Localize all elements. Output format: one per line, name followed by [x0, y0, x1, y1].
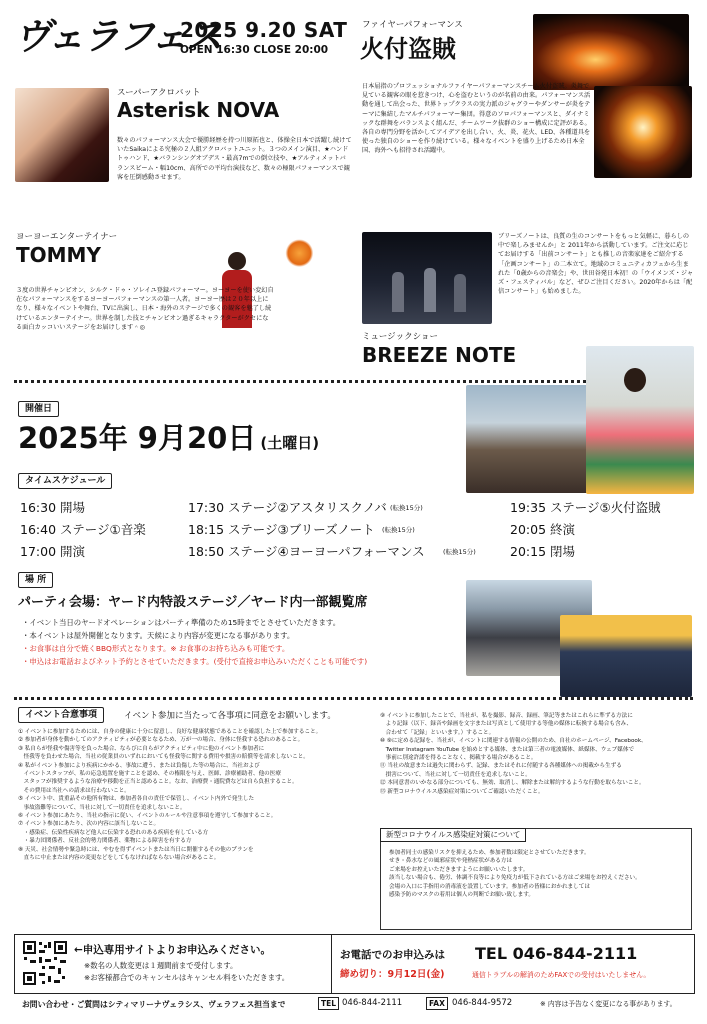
section-divider-2 [14, 697, 693, 700]
agreement-item: その費用は当社への請求は行わないこと。 [18, 787, 130, 794]
asterisk-tagline: スーパーアクロバット [117, 88, 201, 98]
breeze-name: BREEZE NOTE [362, 343, 517, 367]
event-note: ・お食事は自分で焼くBBQ形式となります。※ お食事のお持ち込みも可能です。 [22, 644, 290, 653]
deadline-text: 締め切り：9月12日(金) [340, 969, 445, 980]
agreement-item: ・感染症、伝染性疾病など他人に伝染する恐れのある疾病を有している方 [18, 829, 209, 836]
fire-tagline: ファイヤーパフォーマンス [362, 20, 463, 30]
agreement-item: ⑩ ⑨に定める記録を、当社が、イベントに関連する情報の公開のため、自社のホームページ、Facebook、 [380, 738, 647, 745]
agreement-item: ⑥ イベント参加にあたり、当社の指示に従い、イベントのルールや注意事項を遵守して参加すること。 [18, 813, 277, 820]
agreement-item: ② 参加者が身体を動かしてのアクティビティが必要となるため、万が一の場合、身体に怪我する恐れのあること。 [18, 737, 304, 744]
agreement-intro: イベント参加に当たって各事項に同意をお願いします。 [124, 711, 336, 721]
agreement-item: より記録（以下、録音や録画を文字または写真として使用する等他の媒体に転換する場合も含み、 [380, 721, 633, 728]
event-day-text: (土曜日) [260, 434, 320, 452]
schedule-note: (転換15分) [382, 526, 415, 534]
agreement-item: 事前に別途許諾を得ることなく、掲載する場合があること。 [380, 755, 537, 762]
asterisk-photo [15, 88, 109, 182]
phone-label: お電話でのお申込みは [340, 949, 445, 961]
tel-number[interactable]: 046-844-2111 [342, 998, 403, 1008]
qr-code[interactable] [22, 940, 68, 986]
agreement-item: ⑧ 天災、社会情勢や緊急時には、やむを得ずイベントまたは当日に開催するその他のプランを [18, 846, 254, 853]
agreement-item: 事故盗難等について、当社に対して一切責任を追求しないこと。 [18, 804, 186, 811]
schedule-item: 18:15 ステージ③ブリーズノート [188, 522, 375, 537]
covid-item: せき・鼻水などの風邪症状や発熱症状がある方は [389, 858, 513, 865]
schedule-note: (転換15分) [443, 548, 476, 556]
fax-number: 046-844-9572 [452, 998, 513, 1008]
covid-title: 新型コロナウイルス感染症対策について [380, 828, 526, 842]
event-date-text: 2025年 9月20日 [18, 421, 257, 455]
agreement-tag: イベント合意事項 [18, 707, 104, 723]
agreement-item: ⑨ イベントに参加したことで、当社が、私を撮影、録音、録画、筆記等またはこれらに準ずる方法に [380, 713, 633, 719]
fire-photo-2 [594, 86, 692, 178]
agreement-item: イベントスタッフが、私の応急処置を施すことを認め、その権限を与え、医師、診療補助者、他の医療 [18, 771, 281, 778]
agreement-item: ③ 私自らが怪我や傷害等を負った場合、ならびに自らがアクティビティ中に他のイベント参加者に [18, 745, 265, 752]
agreement-item: ⑫ 本同意書のいかなる部分についても、無効、取消し、解除または解約するような行動を取らないこと。 [380, 780, 645, 787]
schedule-item: 19:35 ステージ⑤火付盗賊 [510, 500, 661, 515]
breeze-tagline: ミュージックショー [362, 332, 438, 342]
web-apply-note-2: ※お客様都合でのキャンセルはキャンセル料をいただきます。 [84, 973, 290, 982]
deadline-note: 通信トラブルの解消のためFAXでの受付はいたしません。 [472, 971, 651, 979]
schedule-item: 18:50 ステージ④ヨーヨーパフォーマンス [188, 544, 425, 559]
agreement-item: 合わせて「記録」といいます。）すること。 [380, 729, 495, 736]
web-apply-title[interactable]: ←申込専用サイトよりお申込みください。 [74, 944, 272, 956]
fire-photo-1 [533, 14, 689, 90]
agreement-item: ⑦ イベント参加にあたり、次の内容に該当しないこと。 [18, 821, 160, 828]
agreement-item: ⑤ イベント中、貴重品その他所有物は、参加者各自の責任で保管し、イベント内外で発生した [18, 796, 255, 803]
agreement-item: ⑬ 新型コロナウイルス感染症対策についてご確認いただくこと。 [380, 788, 544, 795]
schedule-item: 20:05 終演 [510, 522, 575, 537]
divider-line [331, 935, 332, 993]
tommy-tagline: ヨーヨーエンターテイナー [16, 232, 118, 242]
breeze-description: ブリーズノートは、良質の生のコンサートをもっと気軽に、暮らしの中で楽しみませんか」と 2011年から活動しています。ご注文に応じてお届けする「出前コンサート」とも推しの音楽家達をご紹介する「企画コンサート」の二本立て。地域のコミュニティカフェから生まれた「0歳からの音楽会」や、世田谷発日本初！の「ウイメンズ・ジャズ・フェスティバル」など、ぜひご注目ください。2020年からは「配信コンサート」も始めました。 [498, 233, 694, 296]
schedule-item: 17:30 ステージ②アスタリスクノバ [188, 500, 387, 515]
agreement-item: Twitter Instagram YouTube を始めとする媒体、または第三者の電波媒体、紙媒体、ウェブ媒体で [380, 746, 635, 753]
festival-logo: ヴェラフェス [14, 14, 221, 58]
asterisk-name: Asterisk NOVA [117, 98, 280, 122]
change-notice: ※ 内容は予告なく変更になる事があります。 [540, 1000, 677, 1008]
covid-body [389, 849, 685, 899]
fax-label: FAX [426, 997, 448, 1010]
schedule-note: (転換15分) [390, 504, 423, 512]
event-hours-header: OPEN 16:30 CLOSE 20:00 [180, 44, 329, 56]
agreement-right-column [380, 712, 692, 796]
tommy-name: TOMMY [16, 243, 101, 267]
tel-label: TEL [318, 997, 339, 1010]
covid-box [380, 828, 692, 930]
fire-name: 火付盗賊 [360, 35, 456, 63]
asterisk-description: 数々のパフォーマンス大会で優勝経歴を持つ川原拓也と、体操全日本で活躍し続けていたSaikaによる究極の２人組アクロバットユニット。３つのメイン演目、★ハンドトゥハンド、★バランシングオブデス・最高7mでの倒立技や、★アルティメットバランスビーム・幅10cm、高所での平均台演技など、数々の極限パフォーマンスで観客を圧倒感動させます。 [117, 137, 352, 181]
agreement-left-column [18, 728, 370, 863]
covid-item: 感染予防のマスクの着用は個人の判断でお願い致します。 [389, 892, 534, 899]
schedule-item: 17:00 開演 [20, 544, 85, 559]
agreement-item: スタッフが推奨するような治療や移動を正当と認めること。なお、治療費・通院費などは自ら負担すること。 [18, 779, 298, 786]
agreement-item: ・暴力団関係者、反社会的勢力関係者、薬物による障害を有する方 [18, 838, 192, 845]
venue-text: パーティ会場：ヤード内特設ステージ／ヤード内一部観覧席 [18, 595, 368, 610]
event-notes [22, 616, 462, 668]
schedule-item: 16:30 開場 [20, 500, 85, 515]
event-note: ・申込はお電話およびネット予約とさせていただきます。(受付で直接お申込みいただくことも可能です) [22, 657, 368, 666]
place-tag: 場 所 [18, 572, 53, 588]
covid-item: ご来場をお控えいただきますようにお願いいたします。 [389, 866, 529, 873]
tommy-description: ３度の世界チャンピオン、シルク・ドゥ・ソレイユ登録パフォーマー。ヨーヨーを使い変幻自在なパフォーマンスをするヨーヨーパフォーマンスの第一人者。ヨーヨー歴は２０年以上になり、様々なイベントや舞台、TVに出演し、日本・海外のステージで多くの観客を魅了し続けているエンターテイナー。世界を制した技とチャンピオン過ぎるキャラクターがクセになる面白カッコいいステージをお届けします＾◎ [16, 287, 274, 331]
agreement-item: 損害について、当社に対して一切責任を追求しないこと。 [380, 771, 531, 778]
event-date-header: 2025 9.20 SAT [180, 18, 348, 42]
fire-description: 日本屈指のプロフェッショナルファイヤーパフォーマンスチーム火付盗賊。炎舞で見ている観客の眼を惹きつけ、心を盗むというのが名前の由来。パフォーマンス活動を通して出会った、世界トップクラスの実力派のジャグラーやダンサーが炎をテーマに集結したマルチパフォーマー集団。得意のソロパフォーマンスと、ダイナミックな群舞をバランスよく組んだ、チームワーク抜群のショー構成に定評がある。各自の専門分野を活かしてアイデアを出し合い、火、炎、花火、LED、各種道具を使った独自のショーを作り続けている。様々なイベントを盛り上げるため日本全国、海外へも招待され活躍中。 [362, 83, 591, 155]
covid-item: 会場の入口に手指用の消毒液を設置しています。参加者の皆様におかれましては [389, 883, 590, 890]
covid-item: 該当しない場合も、倦労、体調不良等により免疫力が低下されている方はご来場をお控えください。 [389, 875, 641, 882]
schedule-item: 20:15 閉場 [510, 544, 575, 559]
schedule-item: 16:40 ステージ①音楽 [20, 522, 146, 537]
breeze-photo [362, 232, 492, 324]
agreement-item: ⑪ 当社の故意または過失に関わらず、記録、またはそれに付随する各種媒体への掲載から生ずる [380, 763, 622, 770]
phone-number[interactable]: TEL 046-844-2111 [475, 944, 638, 963]
covid-item: 参加者同士の感染リスクを抑えるため、参加者数は限定とさせていただきます。 [389, 850, 590, 856]
agreement-item: ④ 私がイベント参加により疾病にかかる、事故に遭う、または負傷した等の場合に、当社および [18, 762, 260, 769]
contact-text: お問い合わせ・ご質問はシティマリーナヴェラシス、ヴェラフェス担当まで [22, 1000, 286, 1009]
event-date-main [18, 420, 319, 461]
schedule-tag: タイムスケジュール [18, 473, 112, 489]
mc-photo [586, 346, 694, 494]
agreement-item: 怪我等を負わせた場合、当社の従業員のいずれにおいても怪我等に関する費用や損害の賠償等を請求しないこと。 [18, 754, 309, 761]
bbq-photo-2 [560, 615, 692, 697]
event-note: ・イベント当日のヤードオペレーションはパーティ準備のため15時までとさせていただきます。 [22, 618, 341, 627]
date-tag: 開催日 [18, 401, 59, 417]
web-apply-note-1: ※数名の人数変更は１週間前まで受付します。 [84, 961, 238, 970]
agreement-item: 直ちに中止または内容の変更などをしてもなければならない場合があること。 [18, 855, 220, 862]
agreement-item: ① イベントに参加するためには、自身の健康に十分に留意し、良好な健康状態であることを確認した上で参加すること。 [18, 729, 322, 735]
event-note: ・本イベントは屋外開催となります。天候により内容が変更になる事があります。 [22, 631, 295, 640]
party-photo [466, 385, 596, 493]
